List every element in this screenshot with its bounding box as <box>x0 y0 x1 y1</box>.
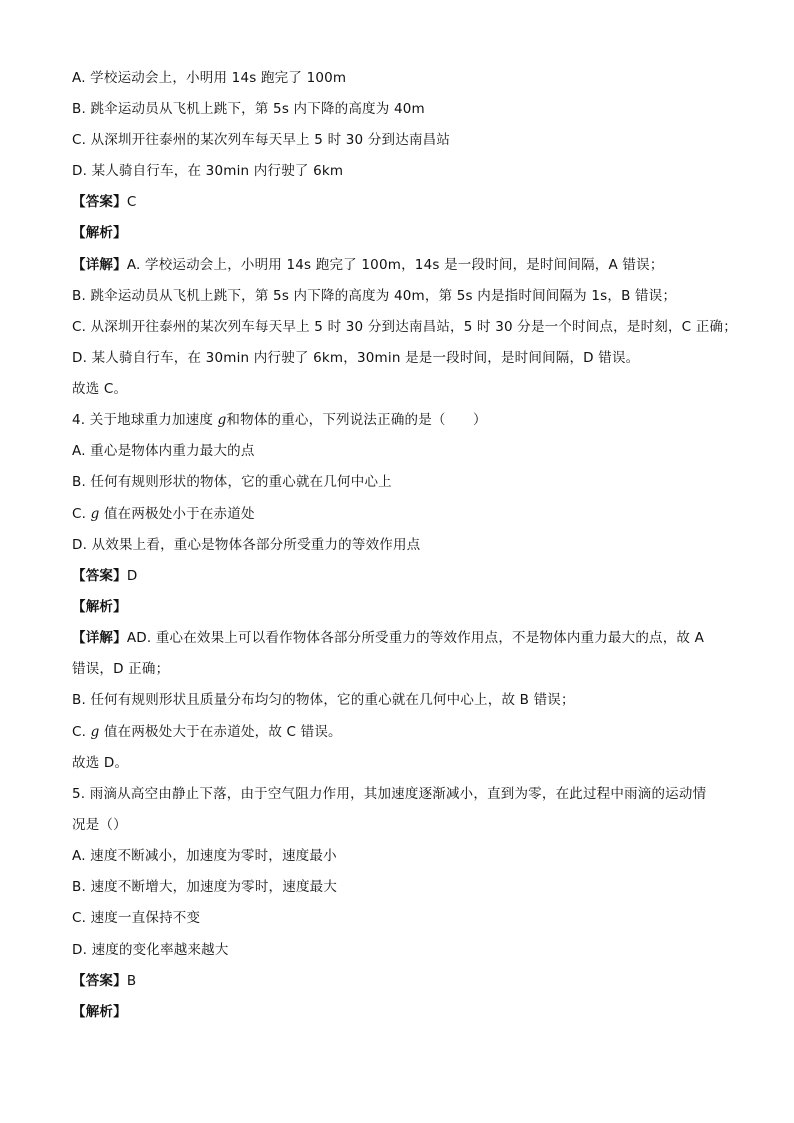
analysis-line <box>72 597 752 617</box>
option-d <box>72 161 752 181</box>
answer-line <box>72 566 752 586</box>
explanation-line <box>72 348 752 368</box>
answer-value: B <box>126 973 137 989</box>
explanation-text: D. 某人骑自行车，在 30min 内行驶了 6km，30min 是是一段时间，是时间间隔，D 错误。 <box>72 350 640 366</box>
option-b-text: B. 跳伞运动员从飞机上跳下，第 5s 内下降的高度为 40m <box>72 101 425 117</box>
question-4 <box>72 410 752 430</box>
explanation-line <box>72 255 752 275</box>
option-a <box>72 68 752 88</box>
option-a-text: A. 速度不断减小，加速度为零时，速度最小 <box>72 848 337 864</box>
question-5 <box>72 784 752 804</box>
option-b-text: B. 任何有规则形状的物体，它的重心就在几何中心上 <box>72 474 392 490</box>
option-c-text: C. 从深圳开往泰州的某次列车每天早上 5 时 30 分到达南昌站 <box>72 132 451 148</box>
explanation-tag: 【详解】 <box>72 257 127 273</box>
analysis-line <box>72 1002 752 1022</box>
answer-line <box>72 971 752 991</box>
explanation-text: B. 任何有规则形状且质量分布均匀的物体，它的重心就在几何中心上，故 B 错误； <box>72 692 575 708</box>
option-d <box>72 535 752 555</box>
conclusion-text: 故选 C。 <box>72 381 128 397</box>
explanation-text: C. 从深圳开往泰州的某次列车每天早上 5 时 30 分到达南昌站，5 时 30 分是一个时间点，是时刻，C 正确； <box>72 319 737 335</box>
option-c <box>72 504 752 524</box>
explanation-text: A. 学校运动会上，小明用 14s 跑完了 100m，14s 是一段时间，是时间间隔，A 错误； <box>126 257 664 273</box>
explanation-text: B. 跳伞运动员从飞机上跳下，第 5s 内下降的高度为 40m，第 5s 内是指时间间隔为 1s，B 错误； <box>72 288 677 304</box>
option-c-text: C. <box>72 506 91 522</box>
explanation-text: 值在两极处大于在赤道处，故 C 错误。 <box>99 724 342 740</box>
option-d-text: D. 某人骑自行车，在 30min 内行驶了 6km <box>72 163 344 179</box>
option-d-text: D. 速度的变化率越来越大 <box>72 942 229 958</box>
option-b <box>72 99 752 119</box>
question-5-continued <box>72 815 752 835</box>
conclusion-text: 故选 D。 <box>72 755 129 771</box>
explanation-line <box>72 659 752 679</box>
question-text: 5. 雨滴从高空由静止下落，由于空气阻力作用，其加速度逐渐减小，直到为零，在此过程中雨滴的运动情 <box>72 786 707 802</box>
option-c-text: C. 速度一直保持不变 <box>72 910 201 926</box>
analysis-tag: 【解析】 <box>72 599 127 615</box>
explanation-line <box>72 317 752 337</box>
explanation-line <box>72 722 752 742</box>
conclusion-line <box>72 753 752 773</box>
answer-value: C <box>126 194 137 210</box>
option-c <box>72 130 752 150</box>
option-c-text: 值在两极处小于在赤道处 <box>99 506 255 522</box>
answer-tag: 【答案】 <box>72 194 127 210</box>
answer-value: D <box>126 568 138 584</box>
explanation-line <box>72 286 752 306</box>
answer-line <box>72 192 752 212</box>
explanation-line <box>72 628 752 648</box>
option-a-text: A. 学校运动会上，小明用 14s 跑完了 100m <box>72 70 347 86</box>
question-text: 和物体的重心，下列说法正确的是（ ） <box>226 412 487 428</box>
explanation-text: 错误，D 正确； <box>72 661 170 677</box>
option-c <box>72 908 752 928</box>
option-b <box>72 472 752 492</box>
conclusion-line <box>72 379 752 399</box>
explanation-tag: 【详解】 <box>72 630 127 646</box>
option-b <box>72 877 752 897</box>
explanation-line <box>72 690 752 710</box>
answer-tag: 【答案】 <box>72 973 127 989</box>
question-text: 况是（） <box>72 817 127 833</box>
option-d-text: D. 从效果上看，重心是物体各部分所受重力的等效作用点 <box>72 537 421 553</box>
option-b-text: B. 速度不断增大，加速度为零时，速度最大 <box>72 879 338 895</box>
math-symbol: g <box>217 412 227 428</box>
option-a-text: A. 重心是物体内重力最大的点 <box>72 443 255 459</box>
question-text: 4. 关于地球重力加速度 <box>72 412 218 428</box>
option-a <box>72 441 752 461</box>
math-symbol: g <box>90 506 100 522</box>
option-d <box>72 940 752 960</box>
answer-tag: 【答案】 <box>72 568 127 584</box>
explanation-text: C. <box>72 724 91 740</box>
explanation-text: AD. 重心在效果上可以看作物体各部分所受重力的等效作用点，不是物体内重力最大的点，故 A <box>126 630 705 646</box>
math-symbol: g <box>90 724 100 740</box>
analysis-line <box>72 223 752 243</box>
analysis-tag: 【解析】 <box>72 1004 127 1020</box>
option-a <box>72 846 752 866</box>
analysis-tag: 【解析】 <box>72 225 127 241</box>
